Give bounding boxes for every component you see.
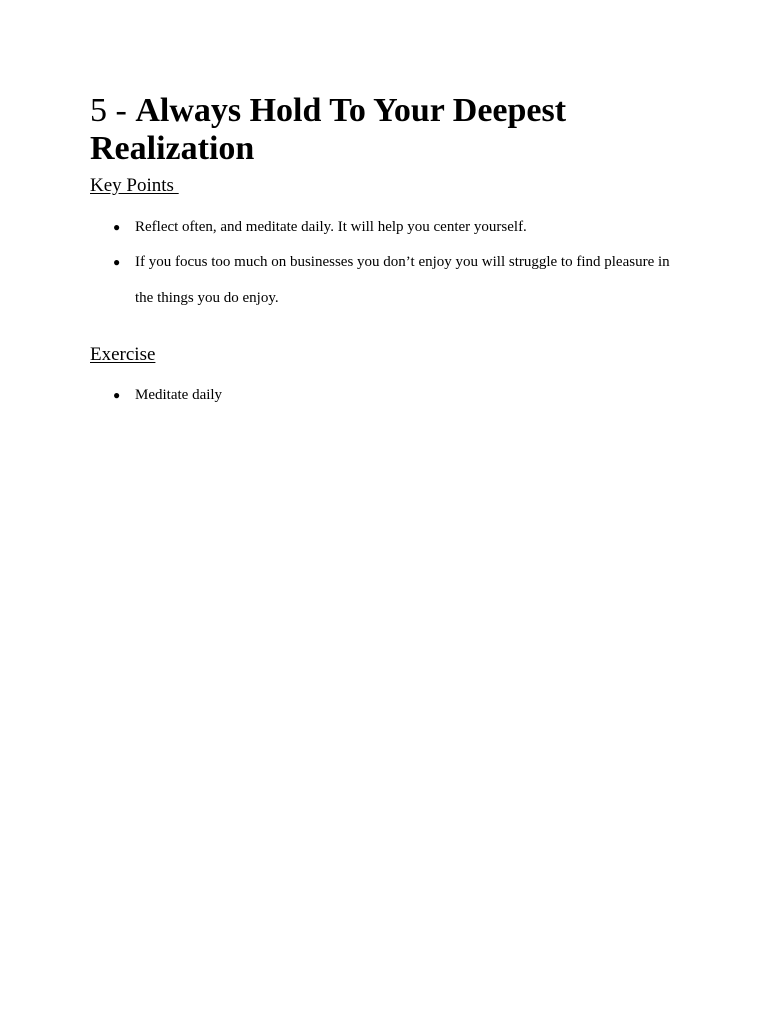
- bullet-icon: ●: [113, 255, 121, 269]
- list-item-text: If you focus too much on businesses you don’t enjoy you will struggle to find pleasure in the things you do enjoy.: [135, 254, 670, 306]
- list-item-text: Meditate daily: [135, 387, 223, 403]
- list-item: [90, 251, 690, 323]
- chapter-title: Always Hold To Your Deepest Realization: [90, 92, 567, 167]
- bullet-icon: ●: [113, 388, 121, 402]
- page-title: [90, 92, 690, 168]
- list-item: [90, 384, 690, 420]
- exercise-list: [90, 384, 690, 420]
- key-points-list: [90, 216, 690, 323]
- chapter-number: 5 -: [90, 92, 136, 129]
- key-points-heading: Key Points: [90, 175, 179, 196]
- bullet-icon: ●: [113, 220, 121, 234]
- exercise-heading: Exercise: [90, 344, 156, 365]
- list-item-text: Reflect often, and meditate daily. It will help you center yourself.: [135, 219, 527, 235]
